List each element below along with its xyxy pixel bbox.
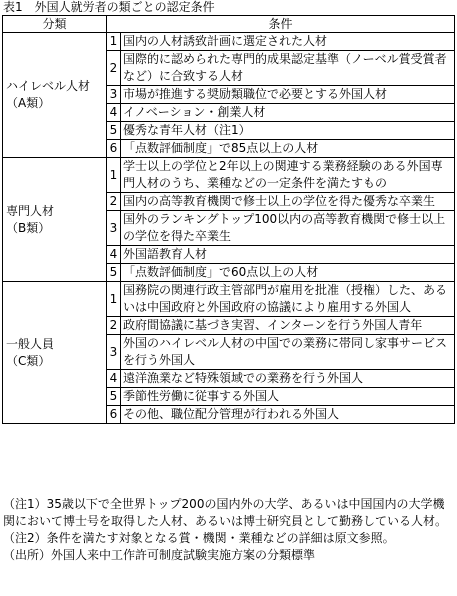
note-2: （注2）条件を満たす対象となる賞・機関・業種などの詳細は原文参照。 <box>3 531 395 545</box>
row-number: 6 <box>107 140 121 158</box>
table-row <box>3 282 455 317</box>
category-cell <box>3 33 107 158</box>
category-name: 一般人員 <box>6 336 55 351</box>
row-number: 4 <box>107 370 121 388</box>
row-number: 2 <box>107 317 121 335</box>
row-number: 3 <box>107 335 121 370</box>
conditions-table <box>2 15 455 424</box>
condition-text: 政府間協議に基づき実習、インターンを行う外国人青年 <box>121 317 455 335</box>
row-number: 1 <box>107 282 121 317</box>
table-title: 表1 外国人就労者の類ごとの認定条件 <box>3 0 215 14</box>
category-cell <box>3 158 107 282</box>
condition-text: 外国語教育人材 <box>121 246 455 264</box>
table-row <box>3 33 455 51</box>
condition-text: 市場が推進する奨励類職位で必要とする外国人材 <box>121 86 455 104</box>
row-number: 5 <box>107 388 121 406</box>
category-class: （C類） <box>6 353 51 368</box>
header-condition: 条件 <box>107 16 455 33</box>
condition-text: 国外のランキングトップ100以内の高等教育機関で修士以上の学位を得た卒業生 <box>121 211 455 246</box>
row-number: 5 <box>107 264 121 282</box>
note-1: （注1）35歳以下で全世界トップ200の国内外の大学、あるいは中国国内の大学機関において博士号を取得した人材、あるいは博士研究員として勤務している人材。 <box>3 497 448 528</box>
condition-text: 優秀な青年人材（注1） <box>121 122 455 140</box>
condition-text: 季節性労働に従事する外国人 <box>121 388 455 406</box>
condition-text: 国際的に認められた専門的成果認定基準（ノーベル賞受賞者など）に合致する人材 <box>121 51 455 86</box>
condition-text: 遠洋漁業など特殊領域での業務を行う外国人 <box>121 370 455 388</box>
row-number: 5 <box>107 122 121 140</box>
category-class: （A類） <box>6 96 51 110</box>
row-number: 3 <box>107 211 121 246</box>
category-class: （B類） <box>6 220 51 235</box>
condition-text: 学士以上の学位と2年以上の関連する業務経験のある外国専門人材のうち、業種などの一定条件を満たすもの <box>121 158 455 193</box>
category-name: ハイレベル人材 <box>6 79 91 93</box>
row-number: 6 <box>107 406 121 424</box>
category-name: 専門人材 <box>6 203 55 218</box>
condition-text: イノベーション・創業人材 <box>121 104 455 122</box>
conditions-table-body <box>3 16 455 424</box>
condition-text: 国務院の関連行政主管部門が雇用を批准（授権）した、あるいは中国政府と外国政府の協議により雇用する外国人 <box>121 282 455 317</box>
row-number: 1 <box>107 158 121 193</box>
condition-text: その他、職位配分管理が行われる外国人 <box>121 406 455 424</box>
note-source: （出所）外国人来中工作許可制度試験実施方案の分類標準 <box>3 548 316 562</box>
condition-text: 外国のハイレベル人材の中国での業務に帯同し家事サービスを行う外国人 <box>121 335 455 370</box>
condition-text: 「点数評価制度」で85点以上の人材 <box>121 140 455 158</box>
condition-text: 「点数評価制度」で60点以上の人材 <box>121 264 455 282</box>
row-number: 4 <box>107 104 121 122</box>
notes <box>3 496 455 564</box>
condition-text: 国内の人材誘致計画に選定された人材 <box>121 33 455 51</box>
row-number: 1 <box>107 33 121 51</box>
category-cell <box>3 282 107 424</box>
row-number: 2 <box>107 51 121 86</box>
row-number: 3 <box>107 86 121 104</box>
header-category: 分類 <box>3 16 107 33</box>
table-row <box>3 158 455 193</box>
row-number: 2 <box>107 193 121 211</box>
table-header-row <box>3 16 455 33</box>
row-number: 4 <box>107 246 121 264</box>
condition-text: 国内の高等教育機関で修士以上の学位を得た優秀な卒業生 <box>121 193 455 211</box>
